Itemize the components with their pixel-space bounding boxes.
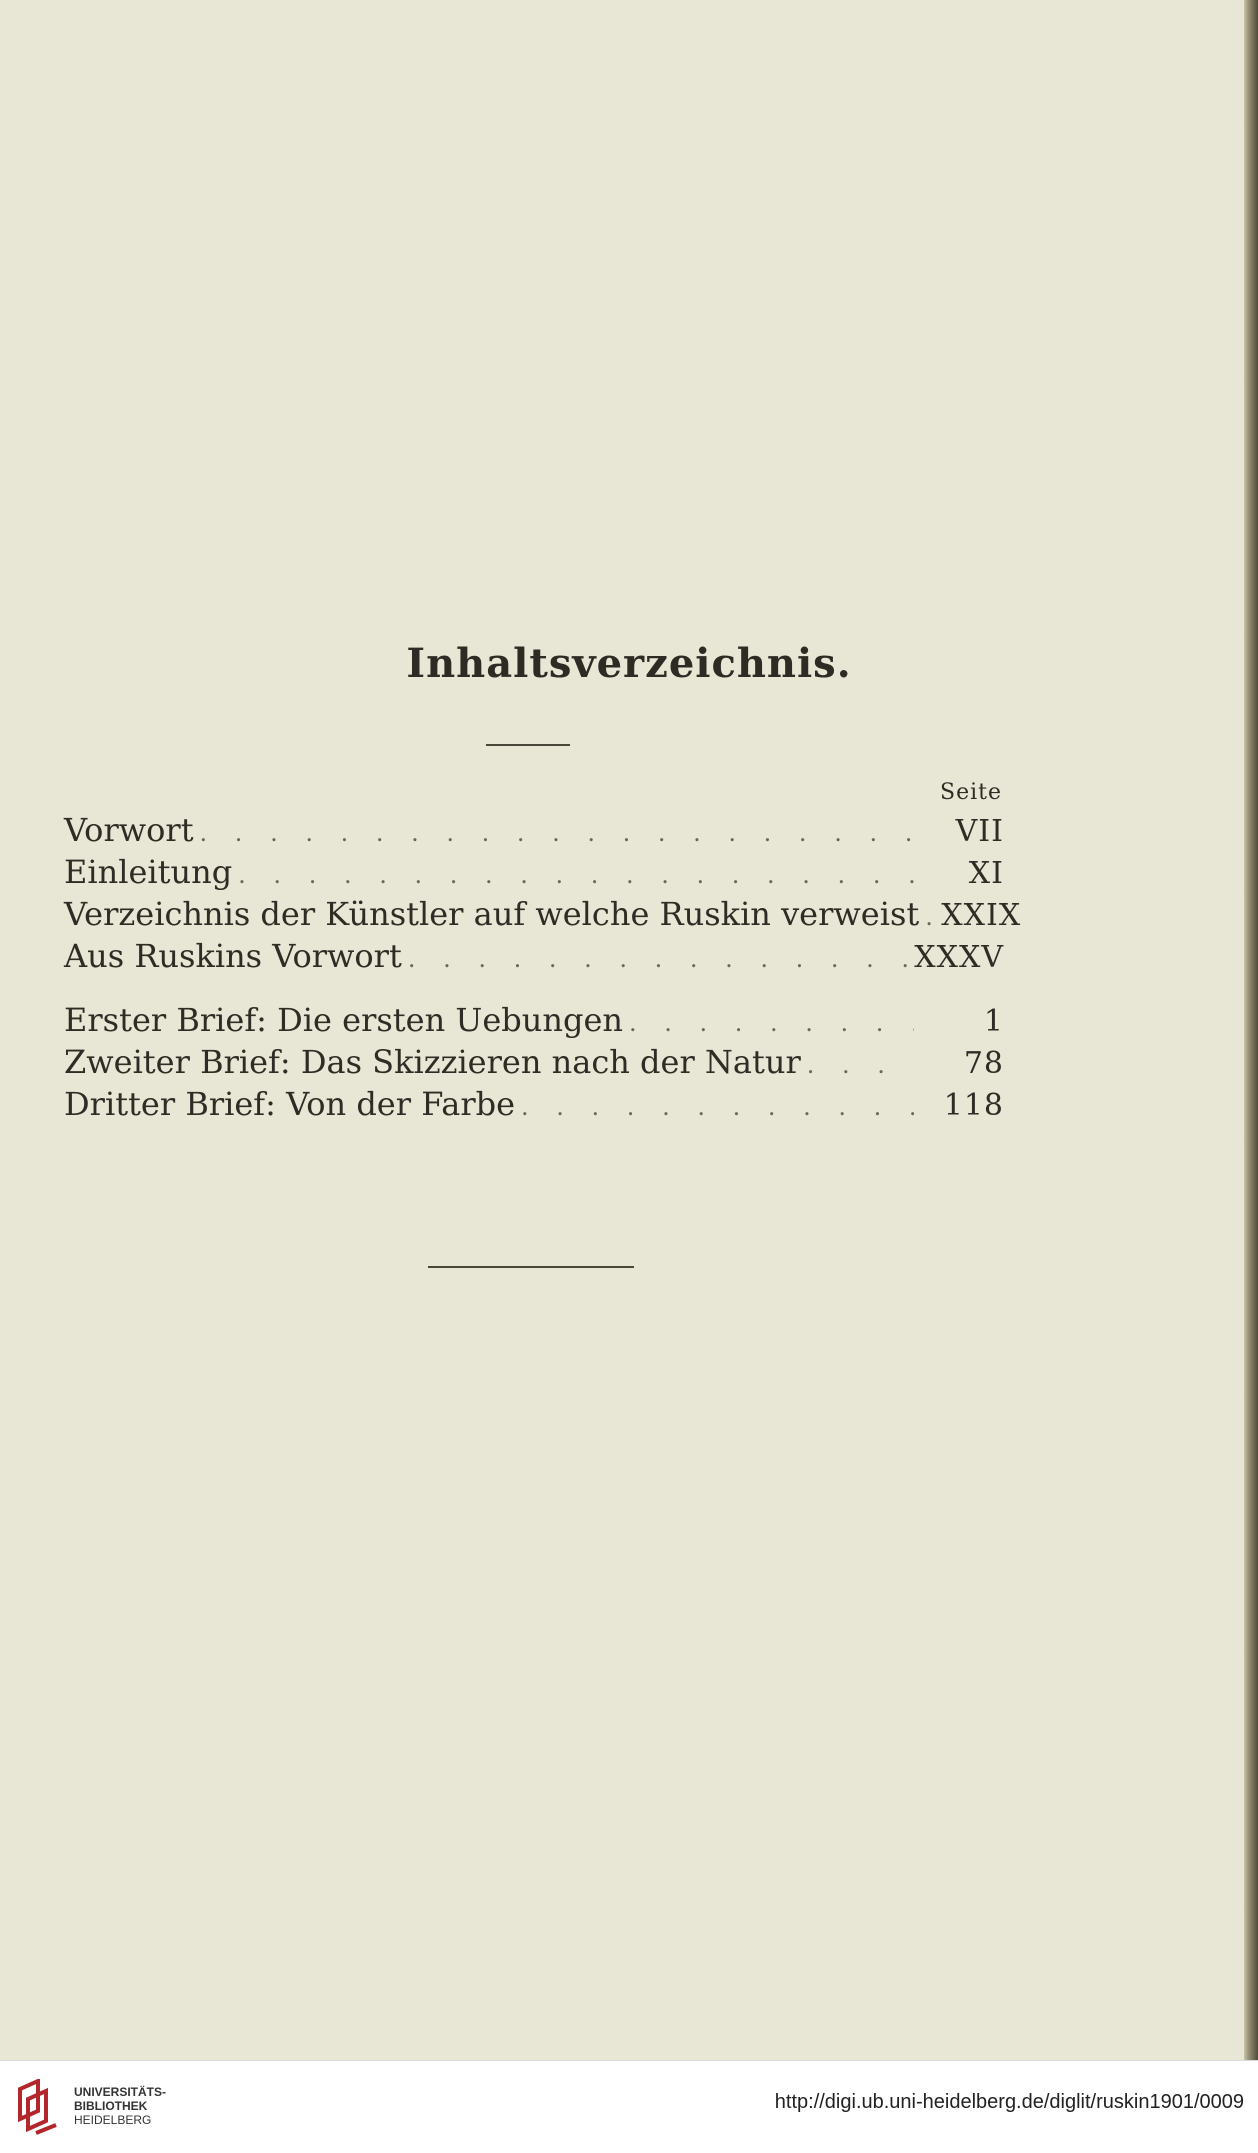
toc-entry-page: 1 [983, 1004, 1004, 1039]
toc-entry-page: XXXV [914, 940, 1004, 975]
leader-dots [194, 819, 914, 847]
page-column-header: Seite [940, 780, 1002, 805]
toc-entry-label: Verzeichnis der Künstler auf welche Ruskin verweist [64, 895, 920, 933]
toc-entry [64, 1085, 1004, 1127]
toc-entry-label: Zweiter Brief: Das Skizzieren nach der Natur [64, 1043, 801, 1081]
toc-entry [64, 937, 1004, 979]
toc-entry-page: 78 [963, 1046, 1004, 1081]
page-edge [1244, 0, 1258, 2060]
leader-dots [402, 945, 914, 973]
toc-entry-page: 118 [943, 1088, 1004, 1123]
toc-entry-label: Vorwort [64, 811, 194, 849]
logo-line: UNIVERSITÄTS- [74, 2085, 167, 2099]
toc-entry-label: Aus Ruskins Vorwort [64, 937, 402, 975]
group-spacer [64, 979, 1004, 1001]
title-rule [486, 744, 570, 746]
library-logo-text[interactable] [74, 2085, 166, 2127]
page-title: Inhaltsverzeichnis. [406, 640, 852, 687]
logo-line: HEIDELBERG [74, 2113, 152, 2127]
toc-entry-label: Einleitung [64, 853, 233, 891]
source-url[interactable]: http://digi.ub.uni-heidelberg.de/diglit/ruskin1901/0009 [774, 2091, 1244, 2113]
toc-entry [64, 811, 1004, 853]
toc-entry [64, 895, 1022, 937]
toc-entry-label: Erster Brief: Die ersten Uebungen [64, 1001, 623, 1039]
toc-entry [64, 853, 1004, 895]
toc-entry-page: XI [968, 856, 1004, 891]
leader-dots [232, 861, 914, 889]
table-of-contents [64, 780, 1022, 1127]
leader-dots [801, 1051, 914, 1079]
toc-group-letters [64, 1001, 1004, 1127]
toc-entry-page: VII [955, 814, 1004, 849]
toc-entry [64, 1001, 1004, 1043]
library-logo-icon[interactable] [14, 2079, 62, 2135]
viewer-footer [0, 2060, 1258, 2153]
leader-dots [623, 1009, 914, 1037]
toc-entry-label: Dritter Brief: Von der Farbe [64, 1085, 516, 1123]
leader-dots [919, 903, 931, 931]
toc-group-front-matter [64, 811, 1022, 979]
toc-entry [64, 1043, 1004, 1085]
end-rule [428, 1266, 634, 1268]
logo-line: BIBLIOTHEK [74, 2099, 148, 2113]
toc-entry-page: XXIX [941, 898, 1022, 933]
leader-dots [515, 1093, 914, 1121]
